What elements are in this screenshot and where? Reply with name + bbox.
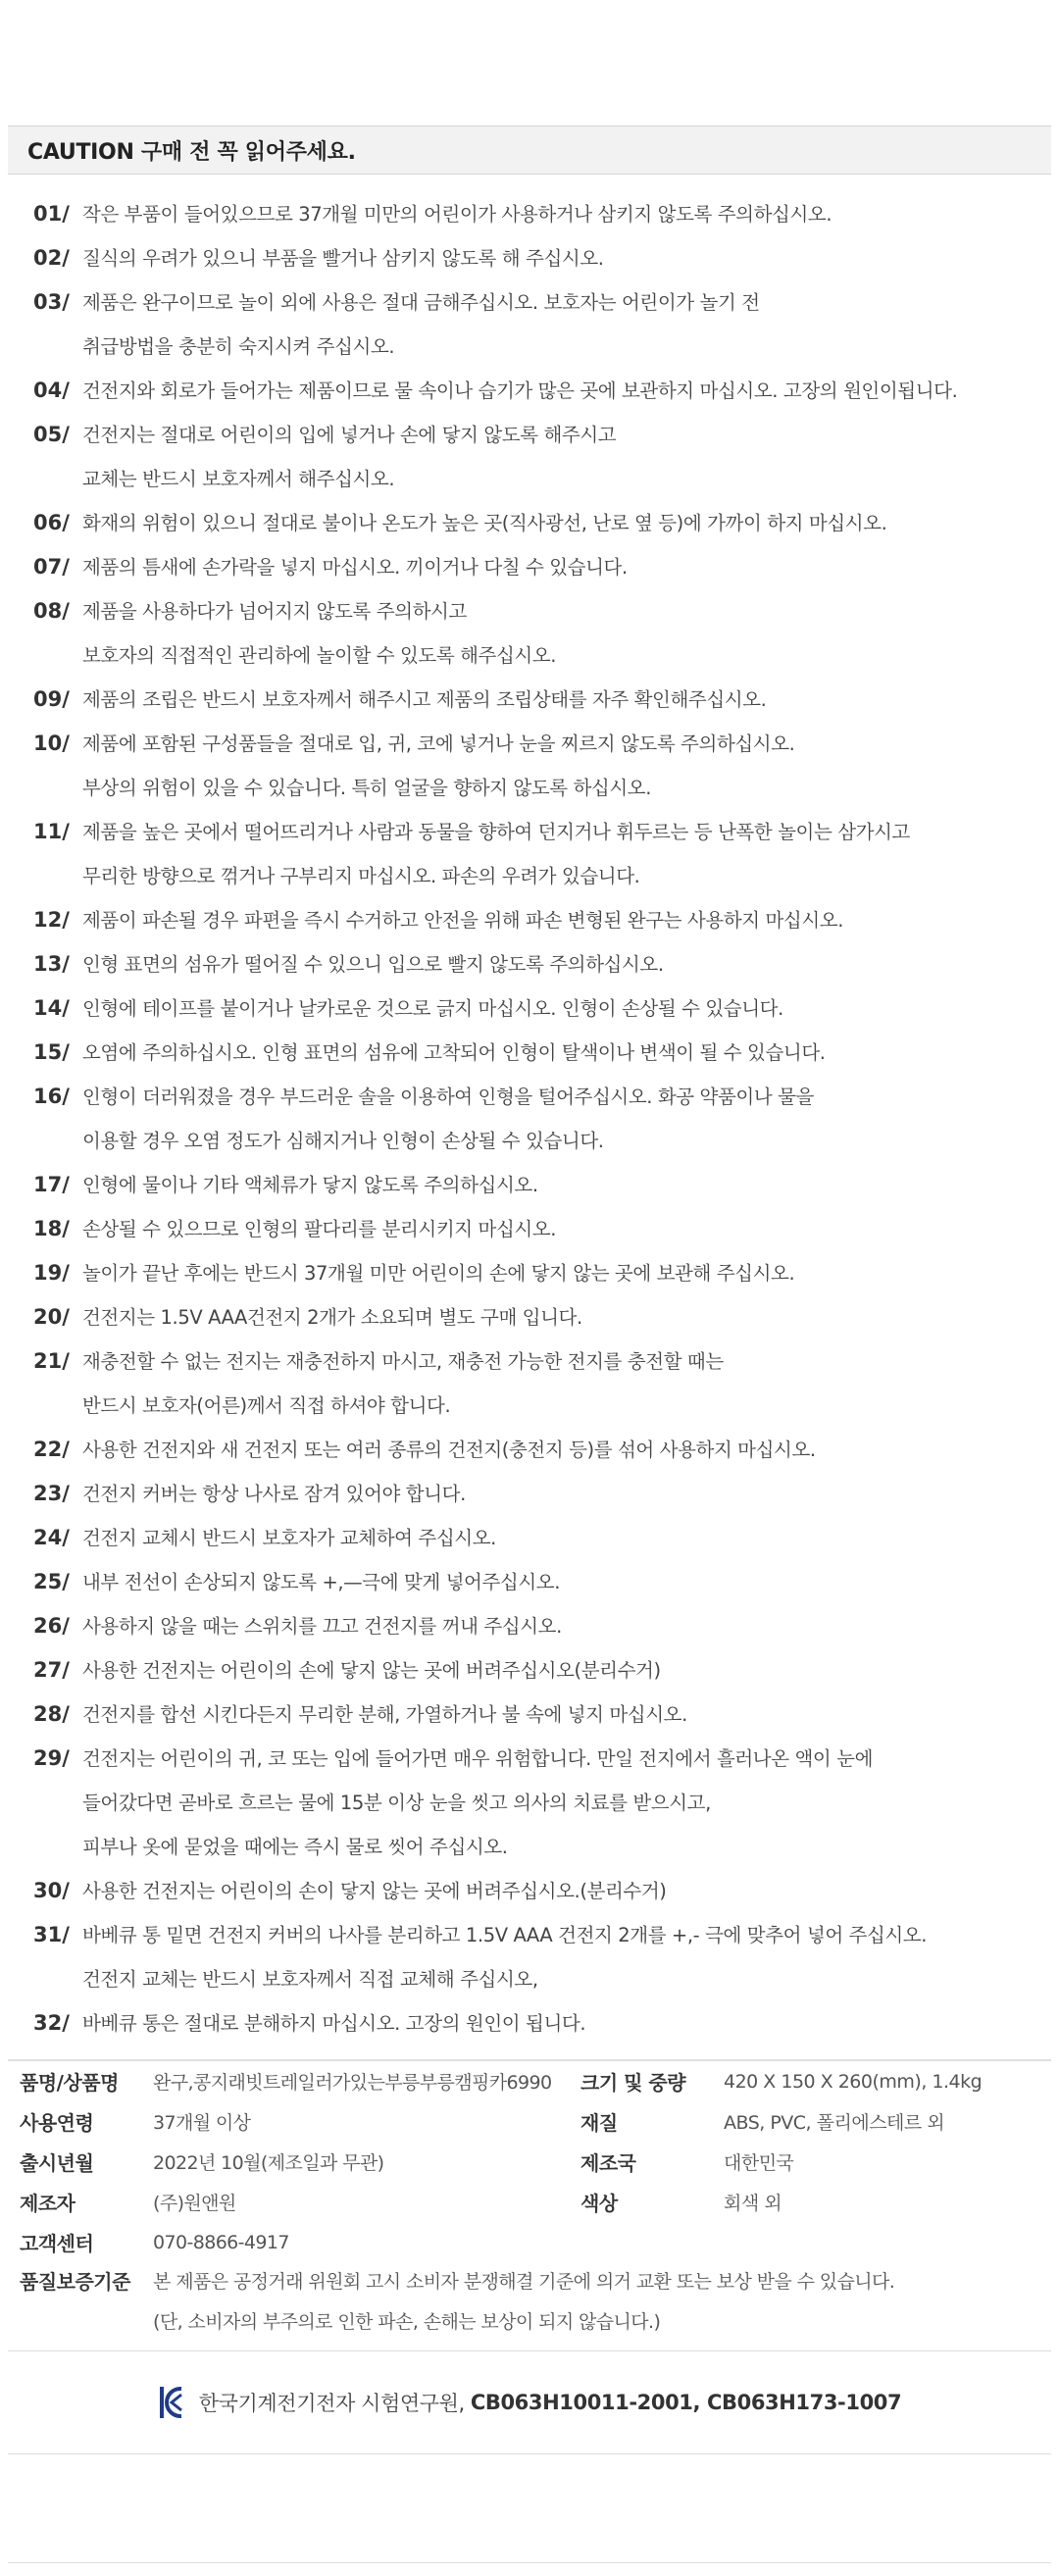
caution-item-line: 사용한 건전지와 새 건전지 또는 여러 종류의 건전지(충전지 등)를 섞어 사용하지 마십시오. xyxy=(82,1439,816,1461)
caution-item-number: 07/ xyxy=(33,555,70,579)
caution-item-number: 01/ xyxy=(33,202,70,226)
caution-item-line: 제품의 틈새에 손가락을 넣지 마십시오. 끼이거나 다칠 수 있습니다. xyxy=(82,556,628,579)
caution-item-number: 28/ xyxy=(33,1702,70,1726)
caution-item xyxy=(33,1737,1051,1869)
caution-item-number: 02/ xyxy=(33,246,70,270)
caution-item-text xyxy=(82,545,1051,589)
caution-item-text xyxy=(82,722,1051,810)
caution-item-text xyxy=(82,413,1051,501)
caution-item xyxy=(33,1692,1051,1737)
caution-item-line: 사용한 건전지는 어린이의 손에 닿지 않는 곳에 버려주십시오(분리수거) xyxy=(82,1659,661,1682)
spec-value: 대한민국 xyxy=(724,2152,794,2174)
caution-item xyxy=(33,1251,1051,1295)
caution-item-line: 들어갔다면 곧바로 흐르는 물에 15분 이상 눈을 씻고 의사의 치료를 받으시고, xyxy=(82,1792,711,1814)
caution-item-number: 08/ xyxy=(33,599,70,623)
caution-item-text xyxy=(82,942,1051,986)
spec-key: 재질 xyxy=(580,2111,618,2135)
warranty-line: (단, 소비자의 부주의로 인한 파손, 손해는 보상이 되지 않습니다.) xyxy=(153,2311,661,2333)
caution-item-text xyxy=(82,1604,1051,1648)
spec-key: 색상 xyxy=(580,2192,618,2215)
caution-item-text xyxy=(82,810,1051,898)
caution-item xyxy=(33,1648,1051,1692)
spec-key: 제조자 xyxy=(20,2192,76,2215)
spec-key: 사용연령 xyxy=(20,2111,94,2135)
spec-value-warranty xyxy=(153,2262,894,2343)
caution-item-line: 건전지와 회로가 들어가는 제품이므로 물 속이나 습기가 많은 곳에 보관하지 마십시오. 고장의 원인이됩니다. xyxy=(82,379,958,402)
bottom-spacer xyxy=(8,2454,1051,2563)
spec-row xyxy=(8,2222,1051,2262)
spec-key: 제조국 xyxy=(580,2151,636,2175)
spec-value: (주)원앤원 xyxy=(153,2193,236,2214)
caution-item-line: 인형에 테이프를 붙이거나 날카로운 것으로 긁지 마십시오. 인형이 손상될 수 있습니다. xyxy=(82,997,783,1020)
caution-item-line: 건전지 커버는 항상 나사로 잠겨 있어야 합니다. xyxy=(82,1483,466,1505)
caution-item-text xyxy=(82,1207,1051,1251)
caution-item-number: 27/ xyxy=(33,1658,70,1682)
caution-item-line: 제품의 조립은 반드시 보호자께서 해주시고 제품의 조립상태를 자주 확인해주십시오. xyxy=(82,688,767,711)
caution-item-line: 이용할 경우 오염 정도가 심해지거나 인형이 손상될 수 있습니다. xyxy=(82,1130,604,1152)
cert-org: 한국기계전기전자 시험연구원, xyxy=(198,2392,465,2415)
caution-item-number: 24/ xyxy=(33,1526,70,1549)
caution-item-text xyxy=(82,1560,1051,1604)
spec-value: 37개월 이상 xyxy=(153,2112,251,2134)
caution-item-line: 질식의 우려가 있으니 부품을 빨거나 삼키지 않도록 해 주십시오. xyxy=(82,247,604,270)
caution-item-line: 건전지를 합선 시킨다든지 무리한 분해, 가열하거나 불 속에 넣지 마십시오. xyxy=(82,1703,687,1726)
caution-item-text xyxy=(82,1472,1051,1516)
spec-value: 070-8866-4917 xyxy=(153,2231,289,2253)
caution-item-line: 바베큐 통 밑면 건전지 커버의 나사를 분리하고 1.5V AAA 건전지 2개를 +,- 극에 맞추어 넣어 주십시오. xyxy=(82,1924,928,1946)
caution-item xyxy=(33,722,1051,810)
caution-item-line: 무리한 방향으로 꺾거나 구부리지 마십시오. 파손의 우려가 있습니다. xyxy=(82,865,640,887)
caution-item-line: 제품을 사용하다가 넘어지지 않도록 주의하시고 xyxy=(82,600,467,623)
caution-item xyxy=(33,1516,1051,1560)
caution-item-text xyxy=(82,986,1051,1031)
caution-item-text xyxy=(82,1648,1051,1692)
caution-item xyxy=(33,1913,1051,2001)
caution-item-text xyxy=(82,1869,1051,1913)
caution-item-number: 23/ xyxy=(33,1482,70,1505)
caution-item-number: 05/ xyxy=(33,423,70,446)
caution-item xyxy=(33,1163,1051,1207)
spec-key: 크기 및 중량 xyxy=(580,2071,686,2095)
caution-item-number: 10/ xyxy=(33,732,70,755)
caution-item xyxy=(33,545,1051,589)
kc-mark-icon xyxy=(158,2385,185,2420)
caution-item-number: 16/ xyxy=(33,1085,70,1108)
caution-item-number: 12/ xyxy=(33,908,70,932)
caution-item-number: 25/ xyxy=(33,1570,70,1593)
caution-item-text xyxy=(82,898,1051,942)
caution-item xyxy=(33,1339,1051,1428)
caution-item-text xyxy=(82,2001,1051,2046)
caution-item xyxy=(33,1472,1051,1516)
caution-item-number: 15/ xyxy=(33,1040,70,1064)
caution-item xyxy=(33,810,1051,898)
caution-item xyxy=(33,986,1051,1031)
caution-item-line: 피부나 옷에 묻었을 때에는 즉시 물로 씻어 주십시오. xyxy=(82,1836,508,1858)
caution-item xyxy=(33,1560,1051,1604)
caution-item xyxy=(33,1604,1051,1648)
caution-item-line: 사용한 건전지는 어린이의 손이 닿지 않는 곳에 버려주십시오.(분리수거) xyxy=(82,1880,667,1902)
caution-item xyxy=(33,501,1051,545)
caution-item-text xyxy=(82,236,1051,280)
caution-item-number: 04/ xyxy=(33,379,70,402)
spec-row-warranty xyxy=(8,2262,1051,2343)
caution-item xyxy=(33,2001,1051,2046)
caution-item-text xyxy=(82,1295,1051,1339)
caution-item xyxy=(33,1075,1051,1163)
caution-item-text xyxy=(82,1692,1051,1737)
caution-item-number: 26/ xyxy=(33,1614,70,1638)
caution-item-line: 제품은 완구이므로 놀이 외에 사용은 절대 금해주십시오. 보호자는 어린이가 놀기 전 xyxy=(82,291,760,314)
caution-item-text xyxy=(82,1339,1051,1428)
caution-item-line: 건전지는 1.5V AAA건전지 2개가 소요되며 별도 구매 입니다. xyxy=(82,1306,582,1329)
caution-item-line: 내부 전선이 손상되지 않도록 +,—극에 맞게 넣어주십시오. xyxy=(82,1571,561,1593)
caution-item xyxy=(33,1207,1051,1251)
caution-item-text xyxy=(82,369,1051,413)
caution-item-text xyxy=(82,1516,1051,1560)
caution-item-line: 제품을 높은 곳에서 떨어뜨리거나 사람과 동물을 향하여 던지거나 휘두르는 등 난폭한 놀이는 삼가시고 xyxy=(82,821,910,843)
caution-item xyxy=(33,1428,1051,1472)
caution-item-text xyxy=(82,589,1051,678)
caution-item-text xyxy=(82,1251,1051,1295)
caution-item-number: 21/ xyxy=(33,1349,70,1373)
caution-item-text xyxy=(82,1075,1051,1163)
caution-item-text xyxy=(82,1737,1051,1869)
spec-key: 품명/상품명 xyxy=(20,2071,119,2095)
caution-item-text xyxy=(82,678,1051,722)
cert-codes: CB063H10011-2001, CB063H173-1007 xyxy=(470,2391,902,2414)
caution-item-line: 제품에 포함된 구성품들을 절대로 입, 귀, 코에 넣거나 눈을 찌르지 않도록 주의하십시오. xyxy=(82,732,795,755)
caution-item xyxy=(33,1031,1051,1075)
spec-key-warranty: 품질보증기준 xyxy=(20,2270,130,2294)
caution-item-number: 09/ xyxy=(33,687,70,711)
caution-item-line: 놀이가 끝난 후에는 반드시 37개월 미만 어린이의 손에 닿지 않는 곳에 보관해 주십시오. xyxy=(82,1262,795,1285)
spec-value: 완구,콩지래빗트레일러가있는부릉부릉캠핑카6990 xyxy=(153,2072,552,2094)
caution-item xyxy=(33,1295,1051,1339)
caution-item-line: 교체는 반드시 보호자께서 해주십시오. xyxy=(82,468,395,490)
spec-key: 출시년월 xyxy=(20,2151,94,2175)
caution-item-number: 19/ xyxy=(33,1261,70,1285)
warranty-line: 본 제품은 공정거래 위원회 고시 소비자 분쟁해결 기준에 의거 교환 또는 보상 받을 수 있습니다. xyxy=(153,2271,895,2293)
caution-item-line: 손상될 수 있으므로 인형의 팔다리를 분리시키지 마십시오. xyxy=(82,1218,557,1240)
caution-item-line: 보호자의 직접적인 관리하에 놀이할 수 있도록 해주십시오. xyxy=(82,644,557,667)
caution-item-line: 부상의 위험이 있을 수 있습니다. 특히 얼굴을 향하지 않도록 하십시오. xyxy=(82,777,652,799)
caution-item-number: 17/ xyxy=(33,1173,70,1196)
spec-row xyxy=(8,2061,1051,2101)
spec-value: ABS, PVC, 폴리에스테르 외 xyxy=(724,2112,945,2134)
caution-item-line: 인형이 더러워졌을 경우 부드러운 솔을 이용하여 인형을 털어주십시오. 화공 약품이나 물을 xyxy=(82,1086,814,1108)
caution-item-line: 화재의 위험이 있으니 절대로 불이나 온도가 높은 곳(직사광선, 난로 옆 등)에 가까이 하지 마십시오. xyxy=(82,512,887,534)
caution-item-line: 작은 부품이 들어있으므로 37개월 미만의 어린이가 사용하거나 삼키지 않도록 주의하십시오. xyxy=(82,203,832,226)
caution-item-number: 18/ xyxy=(33,1217,70,1240)
caution-item xyxy=(33,280,1051,369)
spec-value: 420 X 150 X 260(mm), 1.4kg xyxy=(724,2070,983,2093)
caution-item-line: 사용하지 않을 때는 스위치를 끄고 건전지를 꺼내 주십시오. xyxy=(82,1615,562,1638)
caution-item-line: 건전지는 어린이의 귀, 코 또는 입에 들어가면 매우 위험합니다. 만일 전지에서 흘러나온 액이 눈에 xyxy=(82,1747,874,1770)
caution-item-number: 29/ xyxy=(33,1746,70,1770)
caution-item xyxy=(33,678,1051,722)
caution-item-line: 인형에 물이나 기타 액체류가 닿지 않도록 주의하십시오. xyxy=(82,1174,538,1196)
caution-item xyxy=(33,942,1051,986)
spec-value: 회색 외 xyxy=(724,2193,782,2214)
caution-item-text xyxy=(82,1428,1051,1472)
caution-item-line: 건전지 교체는 반드시 보호자께서 직접 교체해 주십시오, xyxy=(82,1968,538,1991)
caution-item-text xyxy=(82,280,1051,369)
caution-item-number: 20/ xyxy=(33,1305,70,1329)
caution-item-line: 반드시 보호자(어른)께서 직접 하셔야 합니다. xyxy=(82,1394,451,1417)
caution-item-text xyxy=(82,1913,1051,2001)
caution-item-line: 오염에 주의하십시오. 인형 표면의 섬유에 고착되어 인형이 탈색이나 변색이 될 수 있습니다. xyxy=(82,1041,826,1064)
caution-item-number: 06/ xyxy=(33,511,70,534)
caution-item-number: 14/ xyxy=(33,996,70,1020)
caution-item-number: 13/ xyxy=(33,952,70,976)
caution-item-number: 32/ xyxy=(33,2011,70,2035)
caution-item-number: 22/ xyxy=(33,1438,70,1461)
caution-item-line: 재충전할 수 없는 전지는 재충전하지 마시고, 재충전 가능한 전지를 충전할 때는 xyxy=(82,1350,724,1373)
caution-item-number: 30/ xyxy=(33,1879,70,1902)
caution-item-number: 11/ xyxy=(33,820,70,843)
caution-item-text xyxy=(82,1163,1051,1207)
caution-item-line: 인형 표면의 섬유가 떨어질 수 있으니 입으로 빨지 않도록 주의하십시오. xyxy=(82,953,664,976)
spec-value: 2022년 10월(제조일과 무관) xyxy=(153,2152,384,2174)
caution-item-text xyxy=(82,501,1051,545)
caution-item-line: 건전지는 절대로 어린이의 입에 넣거나 손에 닿지 않도록 해주시고 xyxy=(82,424,617,446)
caution-item-line: 제품이 파손될 경우 파편을 즉시 수거하고 안전을 위해 파손 변형된 완구는 사용하지 마십시오. xyxy=(82,909,843,932)
product-caution-page xyxy=(8,126,1051,2563)
certification-bar xyxy=(8,2350,1051,2454)
caution-item-line: 취급방법을 충분히 숙지시켜 주십시오. xyxy=(82,335,395,358)
caution-item xyxy=(33,1869,1051,1913)
caution-item-number: 03/ xyxy=(33,290,70,314)
spec-table xyxy=(8,2059,1051,2343)
caution-list xyxy=(8,175,1051,2057)
caution-item-text xyxy=(82,192,1051,236)
caution-item-text xyxy=(82,1031,1051,1075)
caution-item xyxy=(33,236,1051,280)
caution-item-line: 바베큐 통은 절대로 분해하지 마십시오. 고장의 원인이 됩니다. xyxy=(82,2012,586,2035)
caution-item xyxy=(33,413,1051,501)
spec-row xyxy=(8,2142,1051,2182)
caution-title: CAUTION 구매 전 꼭 읽어주세요. xyxy=(8,126,1051,175)
caution-item xyxy=(33,589,1051,678)
spec-row xyxy=(8,2182,1051,2222)
spec-row xyxy=(8,2101,1051,2142)
caution-item xyxy=(33,898,1051,942)
caution-item xyxy=(33,369,1051,413)
spec-key: 고객센터 xyxy=(20,2232,94,2255)
caution-item-line: 건전지 교체시 반드시 보호자가 교체하여 주십시오. xyxy=(82,1527,496,1549)
caution-item xyxy=(33,192,1051,236)
caution-item-number: 31/ xyxy=(33,1923,70,1946)
